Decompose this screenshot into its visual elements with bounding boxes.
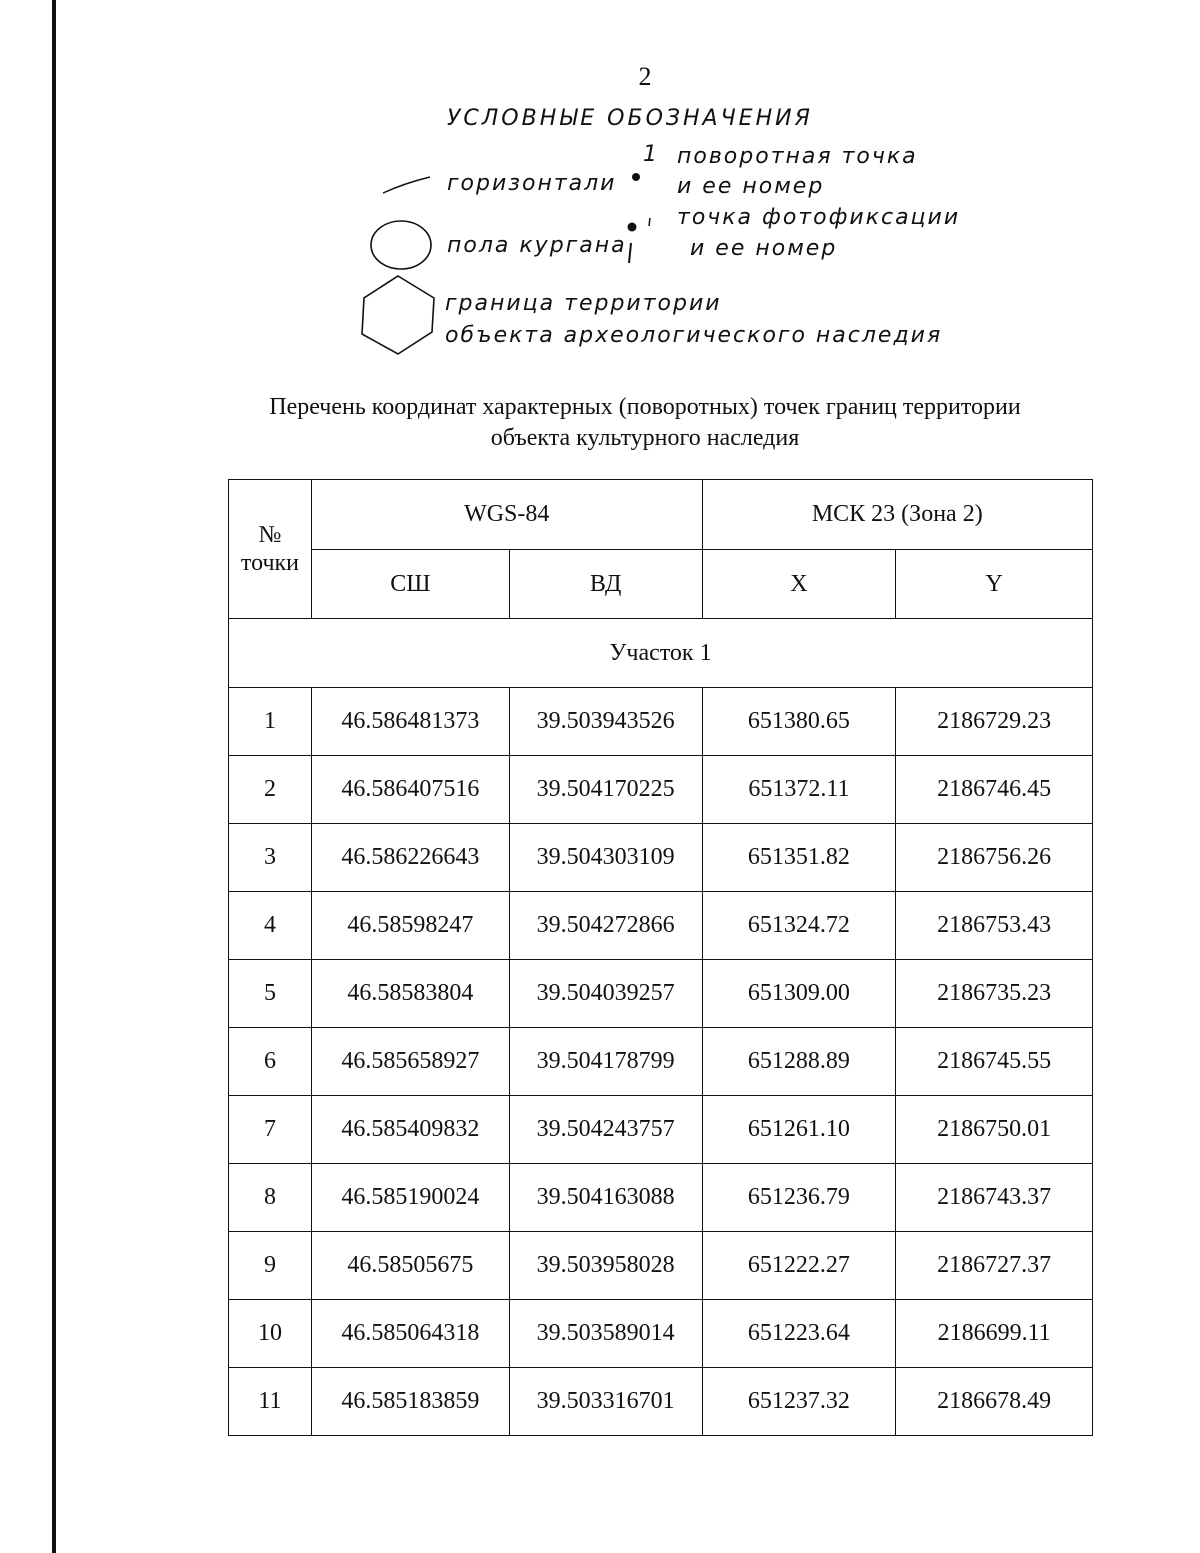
photo-point-icon [628,218,651,263]
coordinates-table [228,479,1093,1436]
table-row [229,1232,1093,1300]
latitude-cell: 46.586407516 [311,756,509,824]
page-number: 2 [638,62,652,91]
table-row [229,960,1093,1028]
y-header: Y [896,550,1093,619]
latitude-cell: 46.585064318 [311,1300,509,1368]
legend-photo-point-label: точка фотофиксации [677,205,961,230]
latitude-header: СШ [311,550,509,619]
x-cell: 651236.79 [702,1164,896,1232]
point-number-cell: 1 [229,688,312,756]
table-subheader-row [229,550,1093,619]
x-cell: 651351.82 [702,824,896,892]
point-number-cell: 8 [229,1164,312,1232]
legend-photo-point-label-2: и ее номер [690,236,838,261]
table-row [229,1164,1093,1232]
msk23-header: МСК 23 (Зона 2) [702,480,1092,550]
x-cell: 651222.27 [702,1232,896,1300]
x-cell: 651237.32 [702,1368,896,1436]
x-header: X [702,550,896,619]
table-row [229,1028,1093,1096]
longitude-cell: 39.504039257 [509,960,702,1028]
turning-point-icon [632,173,640,181]
legend-boundary-label-2: объекта археологического наследия [445,323,943,348]
legend-turning-point-label-2: и ее номер [677,174,825,199]
longitude-cell: 39.504178799 [509,1028,702,1096]
legend-boundary-label: граница территории [445,291,722,316]
y-cell: 2186727.37 [896,1232,1093,1300]
latitude-cell: 46.586481373 [311,688,509,756]
y-cell: 2186729.23 [896,688,1093,756]
latitude-cell: 46.586226643 [311,824,509,892]
point-number-cell: 2 [229,756,312,824]
section-title: Участок 1 [229,619,1093,688]
table-caption [0,392,1200,454]
table-row [229,892,1093,960]
longitude-header: ВД [509,550,702,619]
longitude-cell: 39.504272866 [509,892,702,960]
section-row [229,619,1093,688]
y-cell: 2186735.23 [896,960,1093,1028]
longitude-cell: 39.503958028 [509,1232,702,1300]
table-row [229,1300,1093,1368]
point-number-header-word: точки [240,550,300,576]
mound-outline-icon [371,221,431,269]
contour-line-icon [383,177,430,193]
table-row [229,756,1093,824]
point-number-header [229,480,312,619]
latitude-cell: 46.585658927 [311,1028,509,1096]
boundary-hexagon-icon [362,276,434,354]
caption-line-1: Перечень координат характерных (поворотных) точек границ территории [269,394,1021,420]
longitude-cell: 39.504243757 [509,1096,702,1164]
legend-mound-label: пола кургана [447,233,627,258]
latitude-cell: 46.58598247 [311,892,509,960]
longitude-cell: 39.503589014 [509,1300,702,1368]
point-number-cell: 5 [229,960,312,1028]
point-number-cell: 10 [229,1300,312,1368]
latitude-cell: 46.585190024 [311,1164,509,1232]
y-cell: 2186678.49 [896,1368,1093,1436]
point-number-cell: 7 [229,1096,312,1164]
point-number-cell: 11 [229,1368,312,1436]
x-cell: 651324.72 [702,892,896,960]
y-cell: 2186745.55 [896,1028,1093,1096]
point-number-header-symbol: № [258,522,282,548]
latitude-cell: 46.585183859 [311,1368,509,1436]
x-cell: 651372.11 [702,756,896,824]
y-cell: 2186699.11 [896,1300,1093,1368]
point-number-cell: 3 [229,824,312,892]
point-number-cell: 6 [229,1028,312,1096]
y-cell: 2186750.01 [896,1096,1093,1164]
x-cell: 651223.64 [702,1300,896,1368]
table-header-row [229,480,1093,550]
x-cell: 651380.65 [702,688,896,756]
x-cell: 651261.10 [702,1096,896,1164]
latitude-cell: 46.58583804 [311,960,509,1028]
longitude-cell: 39.503943526 [509,688,702,756]
table-row [229,1368,1093,1436]
legend-contour-label: горизонтали [447,171,617,196]
longitude-cell: 39.504170225 [509,756,702,824]
y-cell: 2186753.43 [896,892,1093,960]
table-row [229,824,1093,892]
longitude-cell: 39.503316701 [509,1368,702,1436]
legend-turning-point-number: 1 [643,142,657,167]
longitude-cell: 39.504303109 [509,824,702,892]
table-row [229,688,1093,756]
wgs84-header: WGS-84 [311,480,702,550]
y-cell: 2186743.37 [896,1164,1093,1232]
longitude-cell: 39.504163088 [509,1164,702,1232]
latitude-cell: 46.58505675 [311,1232,509,1300]
y-cell: 2186746.45 [896,756,1093,824]
legend-turning-point-label: поворотная точка [677,144,918,169]
coordinates-body [229,688,1093,1436]
x-cell: 651309.00 [702,960,896,1028]
latitude-cell: 46.585409832 [311,1096,509,1164]
x-cell: 651288.89 [702,1028,896,1096]
point-number-cell: 4 [229,892,312,960]
y-cell: 2186756.26 [896,824,1093,892]
table-row [229,1096,1093,1164]
point-number-cell: 9 [229,1232,312,1300]
legend-title: УСЛОВНЫЕ ОБОЗНАЧЕНИЯ [447,106,813,131]
caption-line-2: объекта культурного наследия [490,425,800,451]
